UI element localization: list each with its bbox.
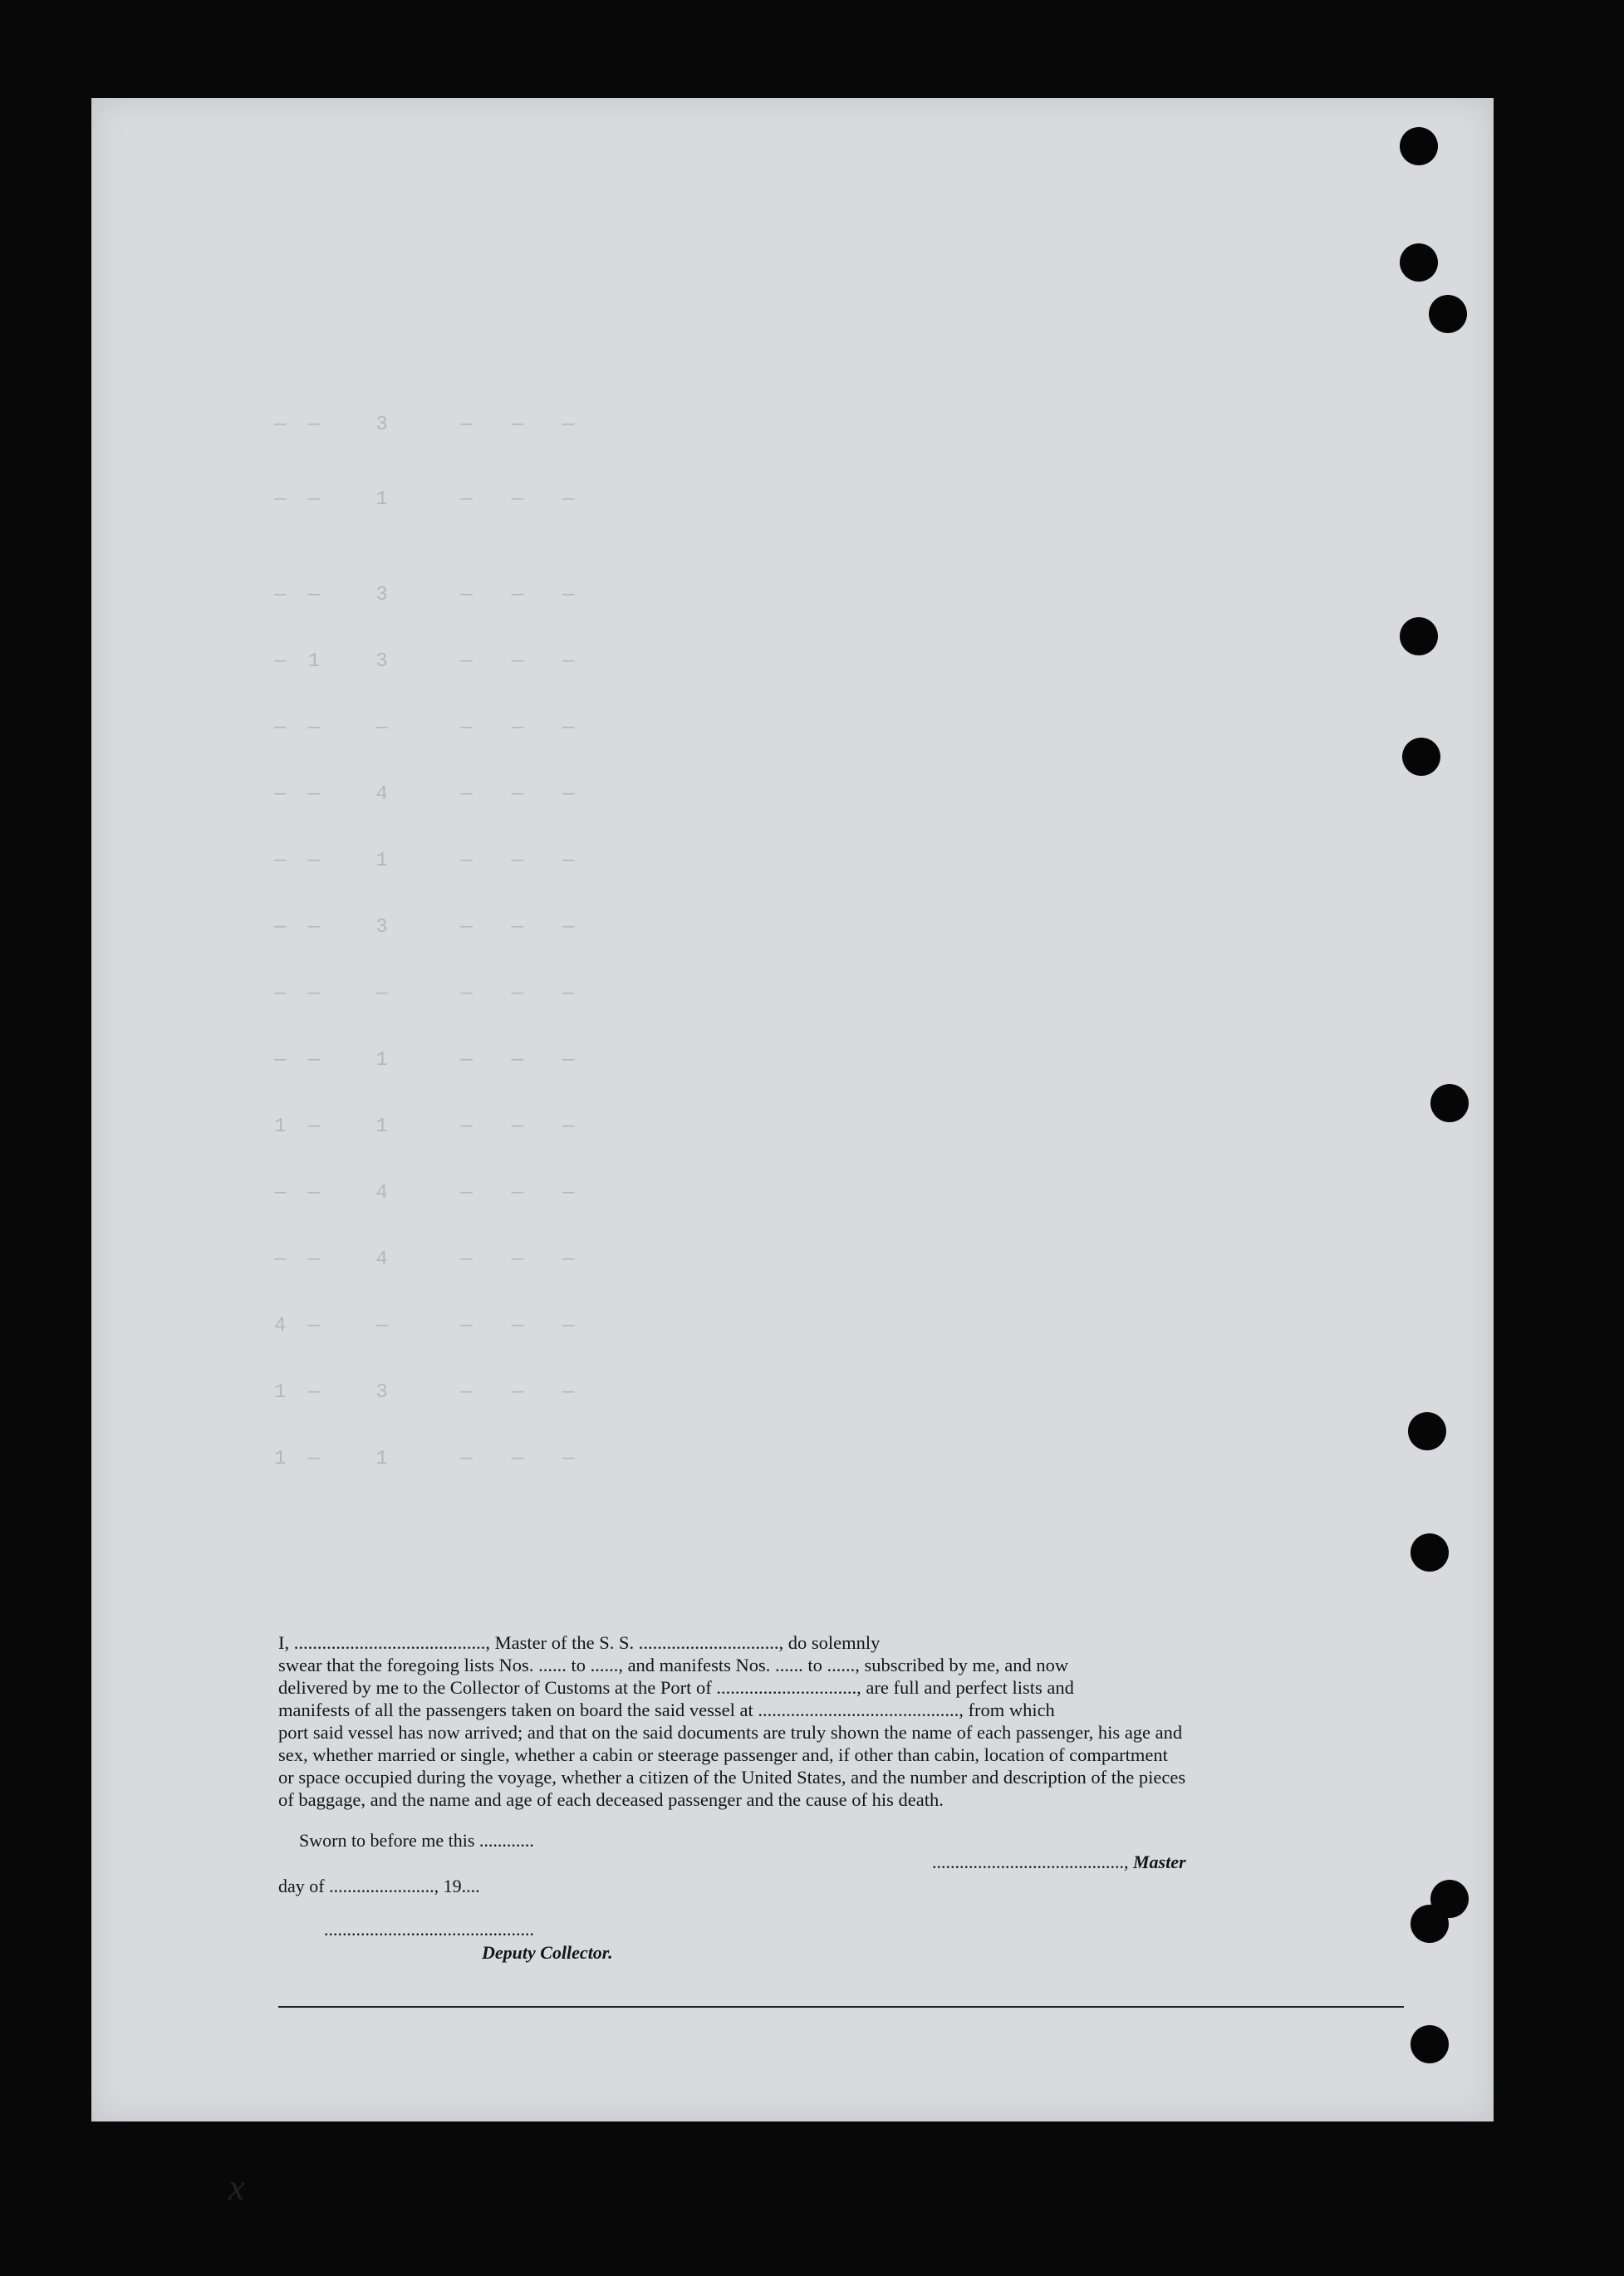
sworn-line: Sworn to before me this ............ xyxy=(299,1830,534,1851)
bleed-through-text: — — 3 — — — xyxy=(274,414,580,436)
date-line: day of ......................., 19.... xyxy=(278,1876,480,1896)
oath-line: I, ........................................., Master of the S. S. .............................., do solemnly xyxy=(278,1632,881,1653)
bleed-through-text: — — 1 — — — xyxy=(274,488,580,511)
bleed-through-text: 1 — 1 — — — xyxy=(274,1448,580,1470)
punch-hole xyxy=(1429,295,1467,333)
punch-hole xyxy=(1430,1084,1469,1122)
master-dots: .......................................... xyxy=(932,1852,1124,1872)
bleed-through-text: 1 — 1 — — — xyxy=(274,1116,580,1138)
bleed-through-text: — — 4 — — — xyxy=(274,783,580,806)
divider-rule xyxy=(278,2006,1404,2008)
oath-line: port said vessel has now arrived; and that on the said documents are truly shown the name of each passenger, his age and xyxy=(278,1722,1183,1743)
punch-hole xyxy=(1402,738,1440,776)
bleed-through-text: — — 3 — — — xyxy=(274,584,580,606)
master-signature-line: .........................................., Master xyxy=(932,1852,1186,1872)
master-label: Master xyxy=(1133,1852,1186,1872)
bleed-through-text: — — 4 — — — xyxy=(274,1182,580,1204)
oath-line: sex, whether married or single, whether a cabin or steerage passenger and, if other than cabin, location of compartment xyxy=(278,1744,1168,1765)
bleed-through-text: — — 3 — — — xyxy=(274,916,580,939)
punch-hole xyxy=(1411,1533,1449,1572)
oath-line: of baggage, and the name and age of each deceased passenger and the cause of his death. xyxy=(278,1789,944,1810)
bleed-through-text: 1 — 3 — — — xyxy=(274,1381,580,1404)
punch-hole xyxy=(1400,243,1438,282)
bleed-through-text: — 1 3 — — — xyxy=(274,650,580,673)
handwritten-mark: x xyxy=(228,2167,245,2208)
oath-line: manifests of all the passengers taken on board the said vessel at ..........................................., from which xyxy=(278,1700,1055,1720)
bleed-through-text: — — 4 — — — xyxy=(274,1248,580,1271)
oath-line: delivered by me to the Collector of Customs at the Port of .............................., are full and perfect lists and xyxy=(278,1677,1074,1698)
punch-hole xyxy=(1400,617,1438,655)
bleed-through-text: — — — — — — xyxy=(274,717,580,739)
manifest-page xyxy=(91,98,1494,2208)
bleed-through-text: 4 — — — — — xyxy=(274,1315,580,1337)
punch-hole xyxy=(1411,2025,1449,2063)
collector-signature-dots: .............................................. xyxy=(324,1919,534,1940)
bleed-through-text: — — 1 — — — xyxy=(274,850,580,872)
punch-hole xyxy=(1408,1412,1446,1450)
bleed-through-text: — — — — — — xyxy=(274,983,580,1005)
punch-hole xyxy=(1411,1905,1449,1943)
deputy-collector-label: Deputy Collector. xyxy=(482,1942,613,1963)
oath-line: or space occupied during the voyage, whether a citizen of the United States, and the number and description of the pieces xyxy=(278,1767,1186,1788)
oath-paragraph xyxy=(278,1631,1408,1811)
punch-hole xyxy=(1400,127,1438,165)
oath-line: swear that the foregoing lists Nos. ...... to ......, and manifests Nos. ...... to ......, subscribed by me, and now xyxy=(278,1655,1069,1675)
bleed-through-text: — — 1 — — — xyxy=(274,1049,580,1072)
